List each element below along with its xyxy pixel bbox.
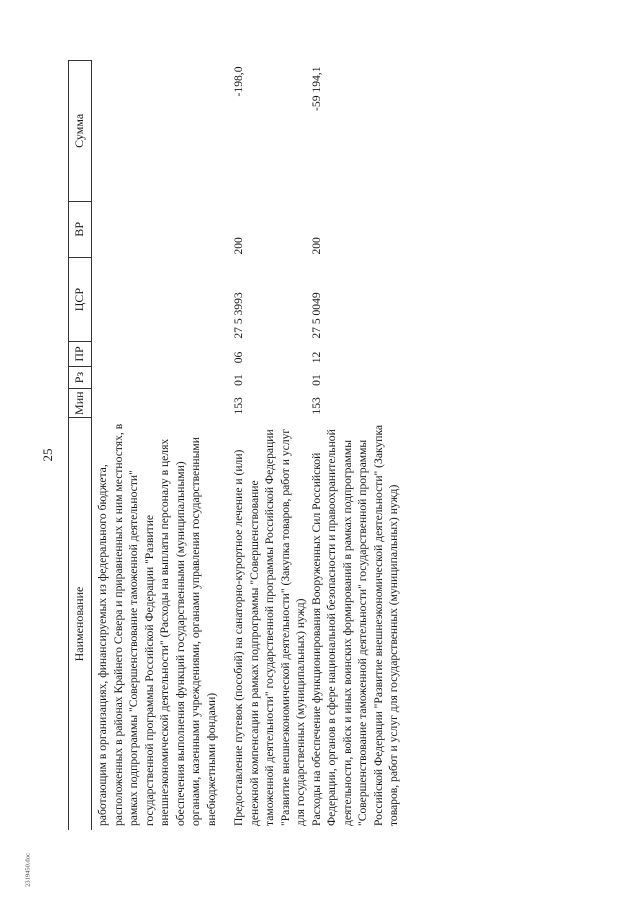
cell-pr: 12 xyxy=(309,351,323,364)
table-row xyxy=(309,61,402,831)
cell-min: 153 xyxy=(309,397,323,415)
header-min: Мин xyxy=(69,389,92,418)
table-header-row xyxy=(69,61,92,831)
cell-vr xyxy=(92,201,232,257)
cell-sum: -198,0 xyxy=(232,66,245,97)
cell-rz: 01 xyxy=(309,374,323,386)
cell-rz xyxy=(92,366,232,389)
cell-csr: 27 5 3993 xyxy=(232,292,245,339)
header-csr: ЦСР xyxy=(69,258,92,342)
cell-pr xyxy=(92,342,232,367)
page-number: 25 xyxy=(40,448,55,462)
cell-min: 153 xyxy=(232,397,245,415)
header-sum: Сумма xyxy=(69,61,92,202)
budget-table xyxy=(68,60,402,830)
budget-table-sheet xyxy=(68,60,588,830)
cell-csr: 27 5 0049 xyxy=(309,292,323,339)
header-rz: Рз xyxy=(69,366,92,389)
cell-sum: -59 194,1 xyxy=(309,66,323,111)
header-name: Наименование xyxy=(69,418,92,830)
cell-min xyxy=(92,389,232,418)
cell-name: работающим в организациях, финансируемых из федерального бюджета, расположенных в районах Крайнего Севера и приравненных к ним местностях, в рамках подпрограммы "Совершенствование таможенной деятельности" государственной программы Российской Федерации "Развитие внешнеэкономической деятельности" (Расходы на выплаты персоналу в целях обеспечения выполнения функций государственными (муниципальными) органами, казенными учреждениями, органами управления государственными внебюджетными фондами) xyxy=(96,423,218,826)
footer-doc-code: 2319450.doc xyxy=(24,853,32,887)
cell-sum xyxy=(92,61,232,202)
cell-name: Предоставление путевок (пособий) на санаторно-курортное лечение и (или) денежной компенсации в рамках подпрограммы "Совершенствование таможенной деятельности" государственной программы Российской Федерации "Развитие внешнеэкономической деятельности" (Закупка товаров, работ и услуг для государственных (муниципальных) нужд) xyxy=(232,428,307,826)
table-row xyxy=(92,61,232,831)
cell-vr: 200 xyxy=(309,237,323,255)
cell-name: Расходы на обеспечение функционирования Вооруженных Сил Российской Федерации, органов в сфере национальной безопасности и правоохранительной деятельности, войск и иных воинских формирований в рамках подпрограммы "Совершенствование таможенной деятельности" государственной программы Российской Федерации "Развитие внешнеэкономической деятельности" (Закупка товаров, работ и услуг для государственных (муниципальных) нужд) xyxy=(309,424,400,826)
cell-pr: 06 xyxy=(232,351,245,364)
cell-vr: 200 xyxy=(232,237,245,255)
header-vr: ВР xyxy=(69,201,92,257)
cell-csr xyxy=(92,258,232,342)
cell-rz: 01 xyxy=(232,374,245,386)
table-row xyxy=(231,61,309,831)
header-pr: ПР xyxy=(69,342,92,367)
